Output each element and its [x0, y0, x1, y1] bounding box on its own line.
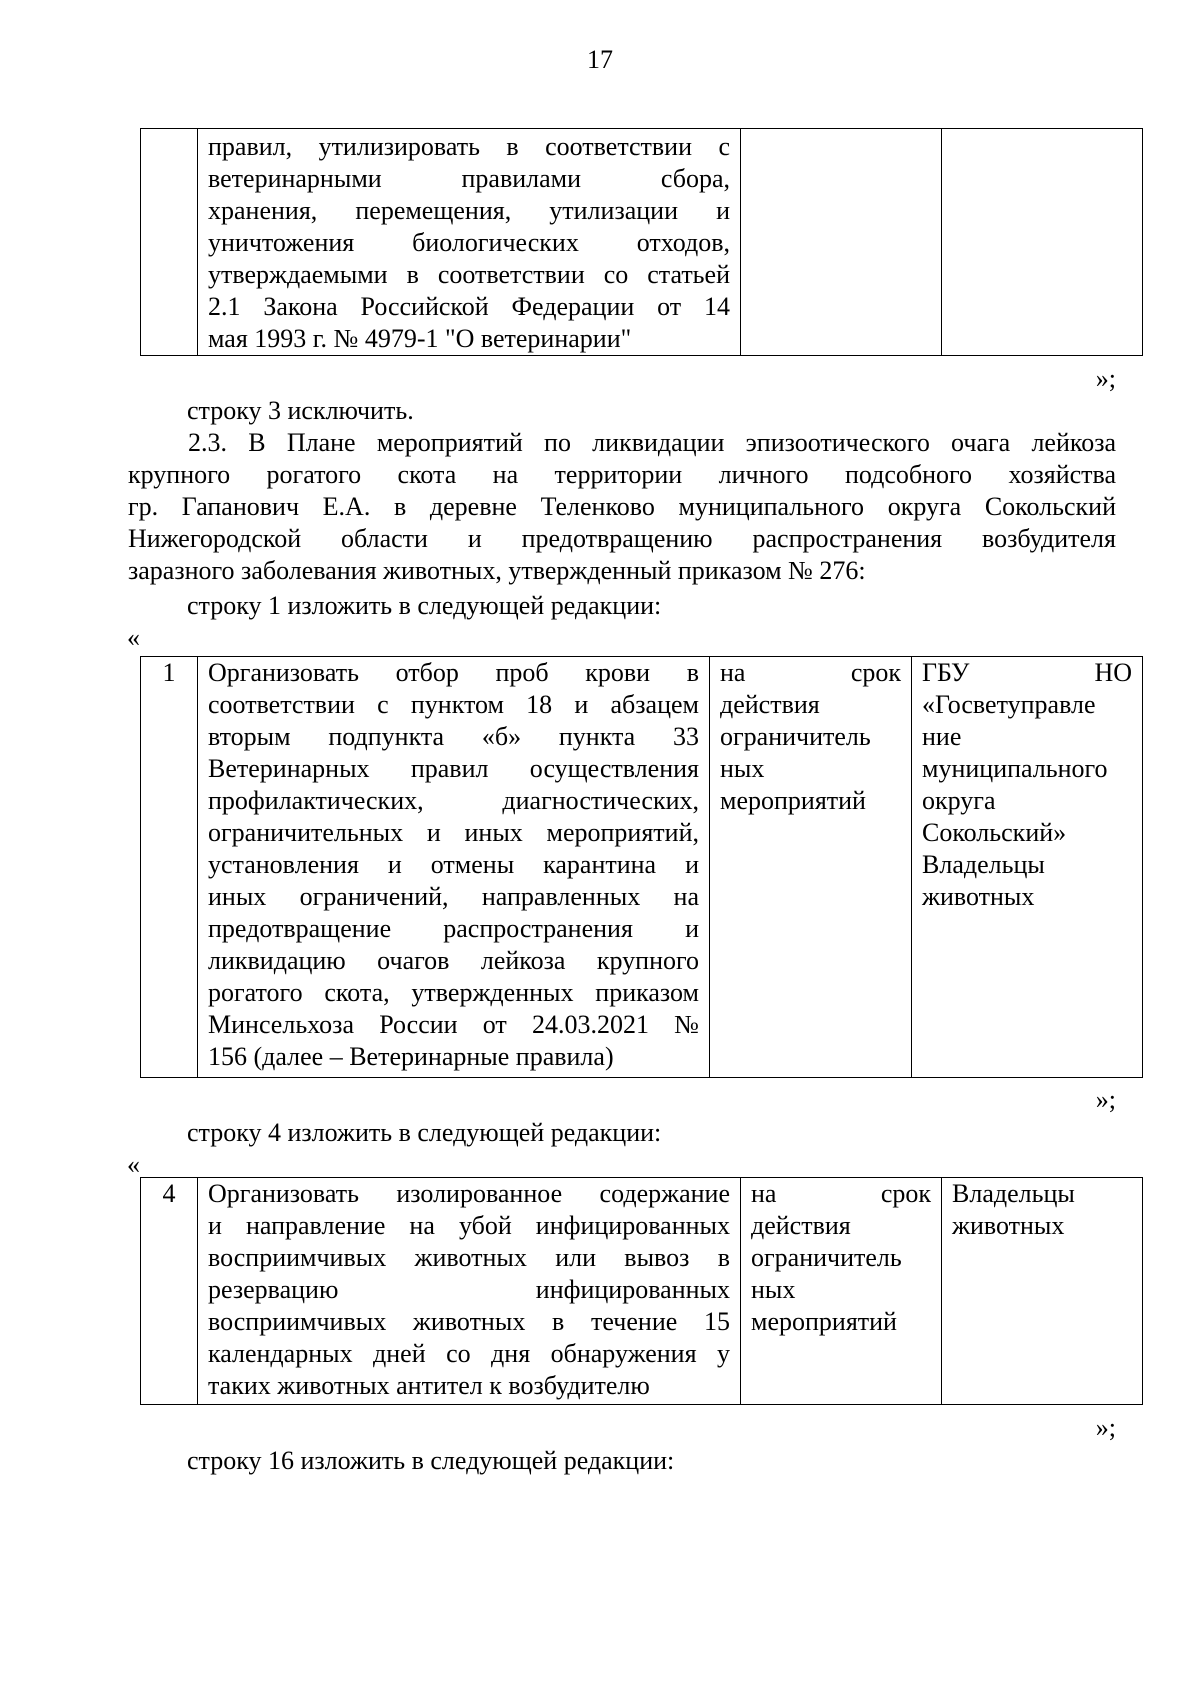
- closing-quote: »;: [1095, 1085, 1116, 1114]
- responsible-cell: [912, 657, 1143, 1078]
- cell-line: ных: [720, 754, 765, 783]
- measure-cell: [198, 129, 741, 356]
- cell-line: ветеринарными правилами сбора,: [208, 164, 730, 193]
- instruction-row-4: строку 4 изложить в следующей редакции:: [187, 1118, 662, 1147]
- cell-line: мая 1993 г. № 4979-1 "О ветеринарии": [208, 324, 632, 353]
- instruction-exclude-row-3: строку 3 исключить.: [187, 396, 414, 425]
- table-row: [141, 1178, 1143, 1405]
- cell-line: мероприятий: [751, 1307, 897, 1336]
- responsible-cell: [942, 1178, 1143, 1405]
- cell-line: иных ограничений, направленных на: [208, 882, 699, 911]
- row-number-cell: 1: [141, 657, 198, 1078]
- table-row: [141, 657, 1143, 1078]
- cell-line: на срок: [720, 658, 901, 687]
- cell-line: ние: [922, 722, 962, 751]
- cell-line: 156 (далее – Ветеринарные правила): [208, 1042, 614, 1071]
- measure-cell: [198, 657, 710, 1078]
- closing-quote: »;: [1095, 364, 1116, 393]
- cell-line: Организовать отбор проб крови в: [208, 658, 699, 687]
- row-number-cell: 4: [141, 1178, 198, 1405]
- paragraph-line: гр. Гапанович Е.А. в деревне Теленково муниципального округа Сокольский: [128, 492, 1116, 521]
- opening-quote: «: [127, 623, 140, 652]
- cell-line: ограничитель: [720, 722, 871, 751]
- paragraph-line: крупного рогатого скота на территории личного подсобного хозяйства: [128, 460, 1116, 489]
- cell-line: действия: [720, 690, 820, 719]
- cell-line: Ветеринарных правил осуществления: [208, 754, 699, 783]
- paragraph-line: Нижегородской области и предотвращению распространения возбудителя: [128, 524, 1116, 553]
- responsible-cell: [942, 129, 1143, 356]
- cell-line: округа: [922, 786, 996, 815]
- cell-line: животных: [952, 1211, 1065, 1240]
- page-number: 17: [587, 45, 613, 74]
- term-cell: [741, 1178, 942, 1405]
- cell-line: ограничительных и иных мероприятий,: [208, 818, 699, 847]
- measure-cell: [198, 1178, 741, 1405]
- cell-line: ных: [751, 1275, 796, 1304]
- cell-line: соответствии с пунктом 18 и абзацем: [208, 690, 699, 719]
- cell-line: хранения, перемещения, утилизации и: [208, 196, 730, 225]
- instruction-row-16: строку 16 изложить в следующей редакции:: [187, 1446, 675, 1475]
- cell-line: животных: [922, 882, 1035, 911]
- cell-line: Владельцы: [952, 1179, 1075, 1208]
- cell-line: и направление на убой инфицированных: [208, 1211, 730, 1240]
- cell-line: мероприятий: [720, 786, 866, 815]
- cell-line: на срок: [751, 1179, 931, 1208]
- cell-line: таких животных антител к возбудителю: [208, 1371, 650, 1400]
- table-row: [141, 129, 1143, 356]
- instruction-row-1: строку 1 изложить в следующей редакции:: [187, 591, 662, 620]
- paragraph-2-3: [128, 427, 1116, 587]
- cell-line: муниципального: [922, 754, 1108, 783]
- cell-line: профилактических, диагностических,: [208, 786, 699, 815]
- opening-quote: «: [127, 1150, 140, 1179]
- table-continuation: [140, 128, 1143, 356]
- cell-line: восприимчивых животных или вывоз в: [208, 1243, 730, 1272]
- cell-line: правил, утилизировать в соответствии с: [208, 132, 730, 161]
- cell-line: 2.1 Закона Российской Федерации от 14: [208, 292, 730, 321]
- paragraph-line: 2.3. В Плане мероприятий по ликвидации эпизоотического очага лейкоза: [188, 428, 1116, 457]
- cell-line: рогатого скота, утвержденных приказом: [208, 978, 699, 1007]
- cell-line: Минсельхоза России от 24.03.2021 №: [208, 1010, 699, 1039]
- cell-line: утверждаемыми в соответствии со статьей: [208, 260, 730, 289]
- cell-line: Сокольский»: [922, 818, 1067, 847]
- cell-line: действия: [751, 1211, 851, 1240]
- term-cell: [741, 129, 942, 356]
- table-row-1: [140, 656, 1143, 1078]
- cell-line: «Госветуправле: [922, 690, 1096, 719]
- cell-line: Владельцы: [922, 850, 1045, 879]
- cell-line: предотвращение распространения и: [208, 914, 699, 943]
- cell-line: ограничитель: [751, 1243, 902, 1272]
- paragraph-line: заразного заболевания животных, утвержденный приказом № 276:: [128, 556, 866, 585]
- cell-line: ГБУ НО: [922, 658, 1132, 687]
- table-row-4: [140, 1177, 1143, 1405]
- cell-line: уничтожения биологических отходов,: [208, 228, 730, 257]
- cell-line: ликвидацию очагов лейкоза крупного: [208, 946, 699, 975]
- cell-line: Организовать изолированное содержание: [208, 1179, 730, 1208]
- cell-line: установления и отмены карантина и: [208, 850, 699, 879]
- cell-line: восприимчивых животных в течение 15: [208, 1307, 730, 1336]
- cell-line: резервацию инфицированных: [208, 1275, 730, 1304]
- cell-line: вторым подпункта «б» пункта 33: [208, 722, 699, 751]
- row-number-cell: [141, 129, 198, 356]
- cell-line: календарных дней со дня обнаружения у: [208, 1339, 730, 1368]
- term-cell: [710, 657, 912, 1078]
- closing-quote: »;: [1095, 1413, 1116, 1442]
